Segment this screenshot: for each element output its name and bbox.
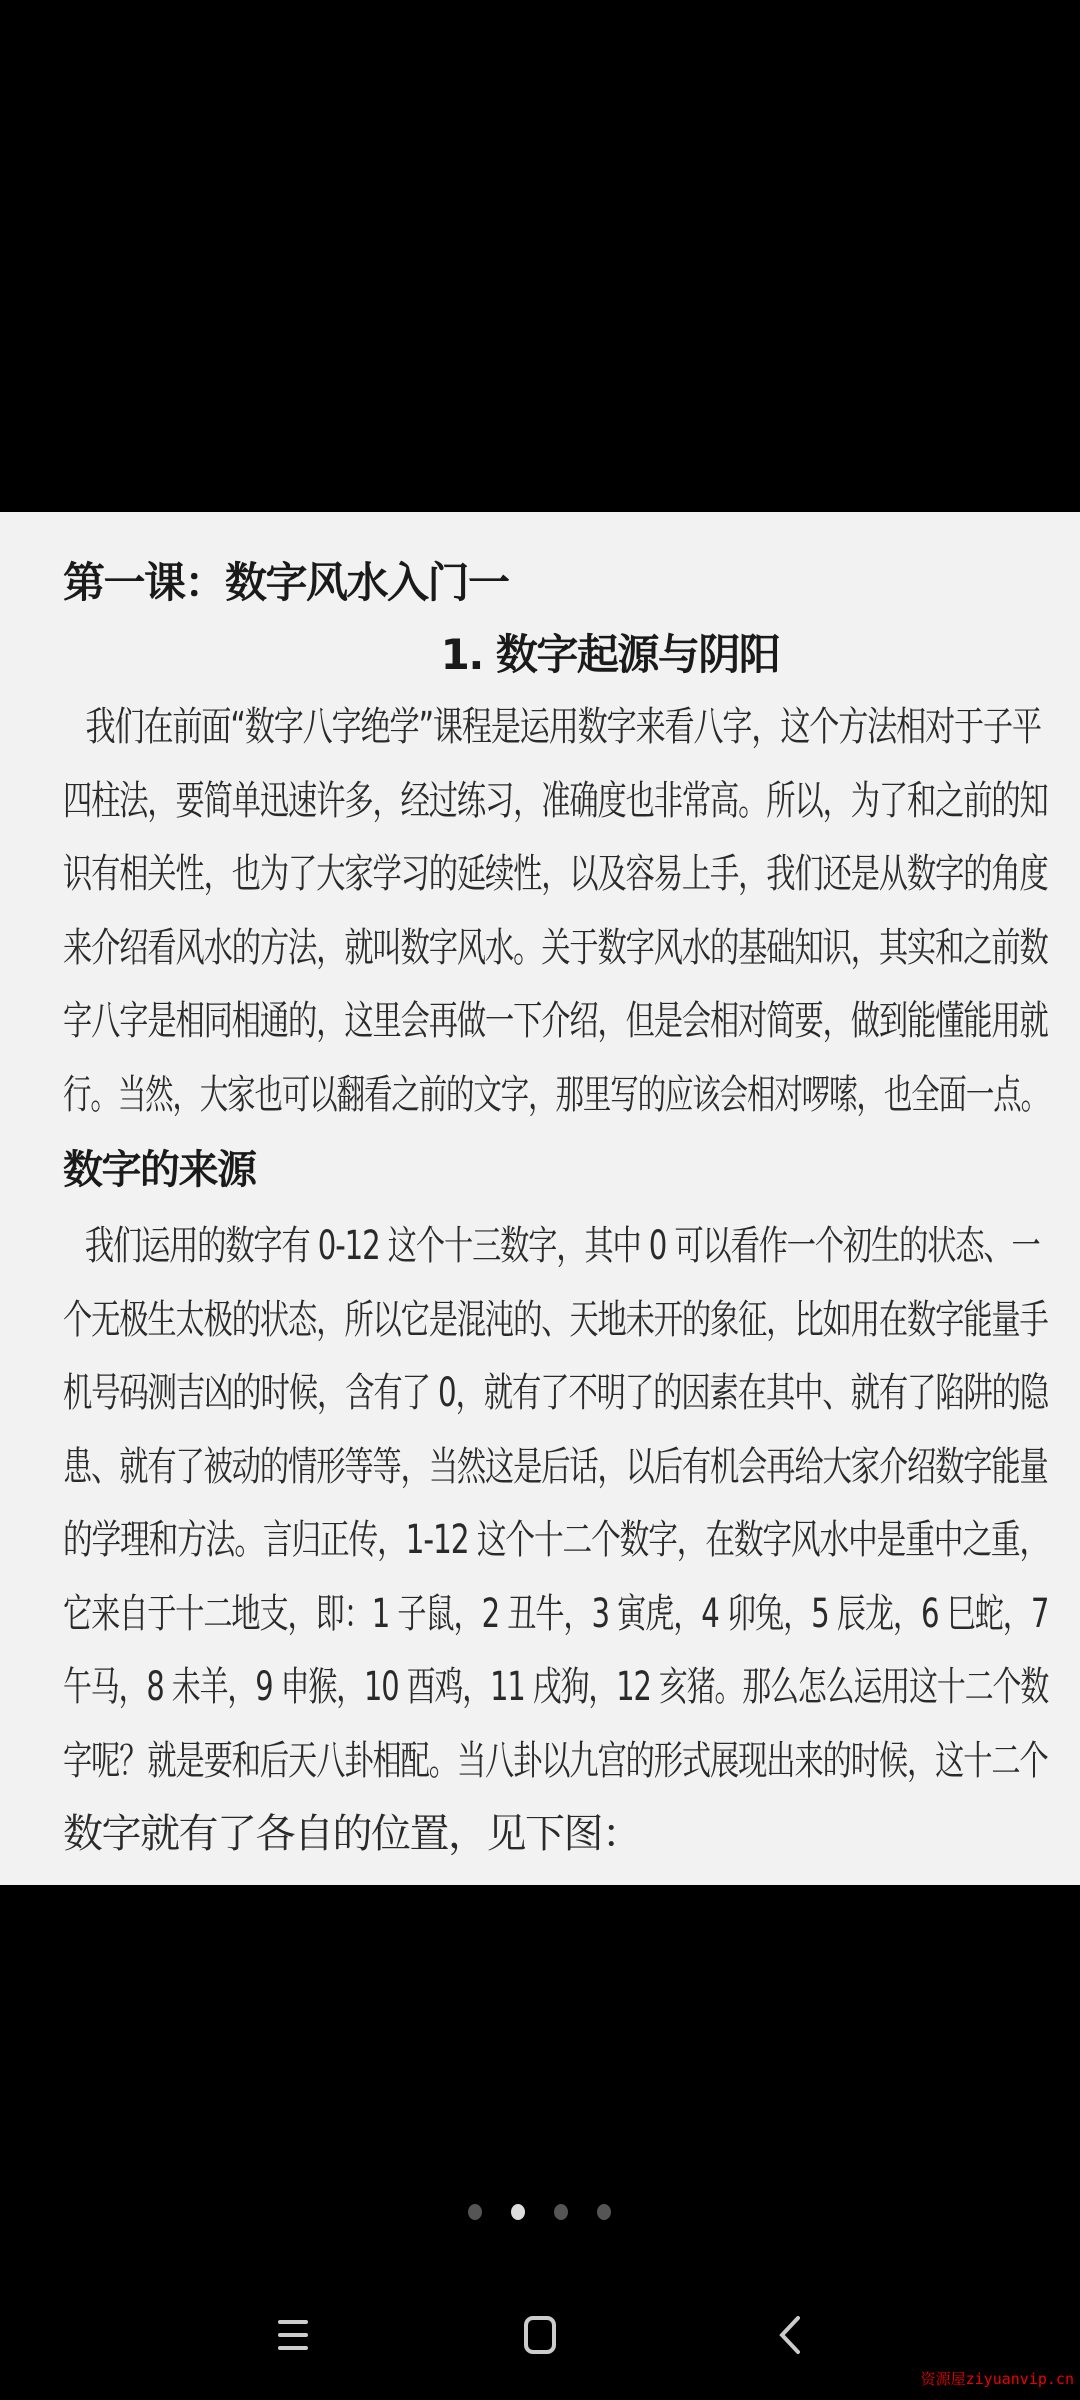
menu-button[interactable] [263,2300,323,2370]
page-dot[interactable] [511,2204,525,2220]
paragraph-line: 四柱法，要简单迅速许多，经过练习，准确度也非常高。所以，为了和之前的知 [63,777,1048,824]
paragraph-line: 它来自于十二地支，即：1 子鼠，2 丑牛，3 寅虎，4 卯兔，5 辰龙，6 巳蛇，7 [63,1590,1049,1637]
paragraph-line: 机号码测吉凶的时候，含有了 0，就有了不明了的因素在其中、就有了陷阱的隐 [63,1370,1049,1416]
back-icon [778,2315,802,2355]
page-dot[interactable] [597,2204,611,2220]
back-button[interactable] [760,2300,820,2370]
paragraph-line: 字呢？就是要和后天八卦相配。当八卦以九宫的形式展现出来的时候，这十二个 [63,1737,1048,1784]
page-indicator [0,2204,1080,2220]
paragraph-line: 患、就有了被动的情形等等，当然这是后话，以后有机会再给大家介绍数字能量 [63,1443,1048,1490]
section-title: 1. 数字起源与阴阳 [440,630,780,679]
home-button[interactable] [510,2300,570,2370]
paragraph-line: 个无极生太极的状态，所以它是混沌的、天地未开的象征，比如用在数字能量手 [63,1296,1048,1343]
page-dot[interactable] [554,2204,568,2220]
home-icon [523,2315,557,2355]
watermark: 资源屋ziyuanvip.cn [920,2370,1074,2388]
page-dot[interactable] [468,2204,482,2220]
paragraph-line: 来介绍看风水的方法，就叫数字风水。关于数字风水的基础知识，其实和之前数 [63,924,1048,971]
document-image [0,512,1080,1885]
subheading: 数字的来源 [63,1147,256,1193]
paragraph-line: 午马，8 未羊，9 申猴，10 酉鸡，11 戌狗，12 亥猪。那么怎么运用这十二个数 [63,1664,1049,1710]
paragraph-line: 行。当然，大家也可以翻看之前的文字，那里写的应该会相对啰嗦，也全面一点。 [63,1071,1048,1118]
paragraph-line: 字八字是相同相通的，这里会再做一下介绍，但是会相对简要，做到能懂能用就 [63,998,1048,1044]
paragraph-line: 的学理和方法。言归正传，1-12 这个十二个数字，在数字风水中是重中之重， [63,1517,1048,1563]
paragraph-line: 我们运用的数字有 0-12 这个十三数字，其中 0 可以看作一个初生的状态、一 [84,1223,1040,1269]
lesson-title: 第一课：数字风水入门一 [63,558,509,607]
menu-icon [277,2318,309,2352]
paragraph-line: 识有相关性，也为了大家学习的延续性，以及容易上手，我们还是从数字的角度 [63,851,1048,897]
paragraph-line: 我们在前面“数字八字绝学”课程是运用数字来看八字，这个方法相对于子平 [85,704,1041,750]
paragraph-line: 数字就有了各自的位置，见下图： [63,1811,641,1857]
